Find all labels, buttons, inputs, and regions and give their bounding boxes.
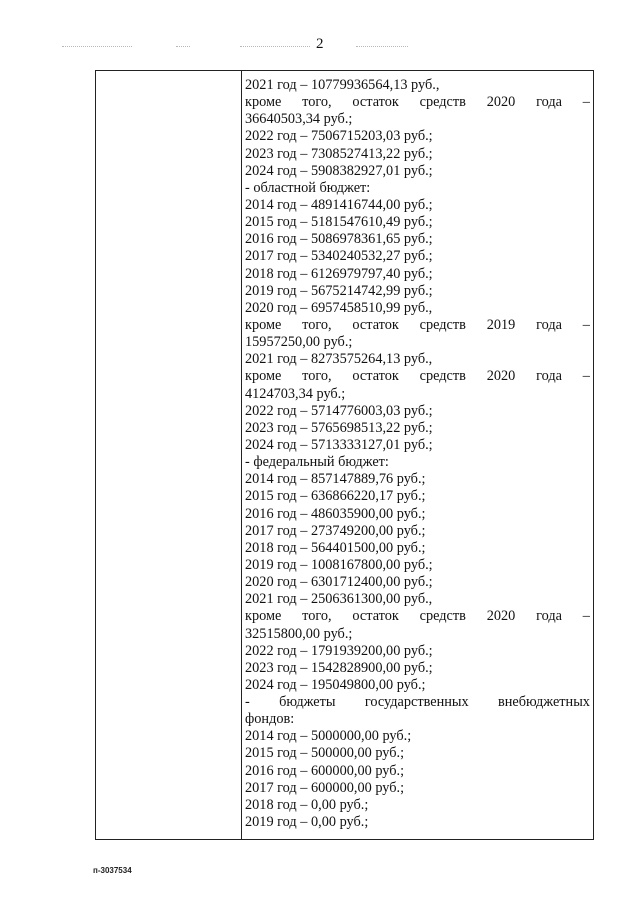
text-word: средств [419, 608, 466, 625]
text-word: средств [419, 368, 466, 385]
text-line: 2015 год – 636866220,17 руб.; [245, 488, 426, 505]
text-word: 2019 [486, 316, 516, 333]
text-line: 2014 год – 5000000,00 руб.; [245, 728, 412, 745]
text-line: 2017 год – 5340240532,27 руб.; [245, 248, 433, 265]
text-word: средств [419, 94, 466, 111]
text-line: 36640503,34 руб.; [245, 111, 353, 128]
text-word: того, [302, 316, 332, 333]
text-word: того, [302, 608, 332, 625]
text-line: 2017 год – 273749200,00 руб.; [245, 522, 426, 539]
text-line: 2019 год – 1008167800,00 руб.; [245, 556, 433, 573]
text-word: - [245, 694, 250, 711]
text-line: 2021 год – 2506361300,00 руб., [245, 591, 433, 608]
text-word: года [536, 316, 562, 333]
text-line: 2018 год – 0,00 руб.; [245, 796, 369, 813]
scan-artifact-left [62, 46, 132, 48]
text-word: кроме [245, 94, 282, 111]
text-word: средств [419, 316, 466, 333]
text-word: – [582, 368, 590, 385]
text-line: 32515800,00 руб.; [245, 625, 353, 642]
text-line: 2021 год – 10779936564,13 руб., [245, 77, 440, 93]
text-word: кроме [245, 608, 282, 625]
text-word: года [536, 368, 562, 385]
text-line: 2014 год – 857147889,76 руб.; [245, 471, 426, 488]
scan-artifact-right [356, 46, 408, 48]
text-word: внебюджетных [498, 694, 590, 711]
text-line: 2023 год – 7308527413,22 руб.; [245, 145, 433, 162]
text-line: 2024 год – 195049800,00 руб.; [245, 676, 426, 693]
text-word: года [536, 94, 562, 111]
text-line: 2023 год – 1542828900,00 руб.; [245, 659, 433, 676]
text-line: - федеральный бюджет: [245, 454, 389, 471]
text-line: 2021 год – 8273575264,13 руб., [245, 351, 433, 368]
scan-artifact-center [240, 46, 310, 48]
text-word: – [582, 316, 590, 333]
scan-artifact-mid [176, 46, 190, 48]
text-line: 2019 год – 0,00 руб.; [245, 814, 369, 831]
text-word: остаток [352, 368, 399, 385]
text-word: государственных [364, 694, 469, 711]
text-line [245, 368, 590, 385]
text-word: того, [302, 368, 332, 385]
text-word: 2020 [486, 94, 516, 111]
text-word: – [582, 608, 590, 625]
text-line: 2018 год – 6126979797,40 руб.; [245, 265, 433, 282]
text-line: 2015 год – 5181547610,49 руб.; [245, 214, 433, 231]
text-line: фондов: [245, 711, 295, 728]
text-word: остаток [352, 608, 399, 625]
text-line: 2024 год – 5713333127,01 руб.; [245, 436, 433, 453]
text-line: 2020 год – 6957458510,99 руб., [245, 299, 433, 316]
text-line: 2019 год – 5675214742,99 руб.; [245, 282, 433, 299]
text-line: 2024 год – 5908382927,01 руб.; [245, 162, 433, 179]
text-word: – [582, 94, 590, 111]
text-line: 2016 год – 600000,00 руб.; [245, 762, 405, 779]
document-code: п-3037534 [93, 866, 132, 875]
text-line: 2023 год – 5765698513,22 руб.; [245, 419, 433, 436]
text-line: 15957250,00 руб.; [245, 334, 353, 351]
text-word: 2020 [486, 608, 516, 625]
text-line [245, 608, 590, 625]
document-table [95, 70, 594, 840]
text-line: 2018 год – 564401500,00 руб.; [245, 539, 426, 556]
text-line: 2022 год – 5714776003,03 руб.; [245, 402, 433, 419]
text-word: 2020 [486, 368, 516, 385]
text-line: 2014 год – 4891416744,00 руб.; [245, 196, 433, 213]
text-line: 2017 год – 600000,00 руб.; [245, 779, 405, 796]
funding-text-column [245, 77, 590, 831]
text-word: года [536, 608, 562, 625]
text-word: бюджеты [279, 694, 336, 711]
text-word: того, [302, 94, 332, 111]
text-line [245, 94, 590, 111]
page-number: 2 [316, 36, 324, 52]
table-left-column [96, 71, 242, 839]
text-word: остаток [352, 316, 399, 333]
text-line [245, 317, 590, 334]
text-word: кроме [245, 368, 282, 385]
text-line: 2020 год – 6301712400,00 руб.; [245, 574, 433, 591]
text-line [245, 694, 590, 711]
text-line: 2015 год – 500000,00 руб.; [245, 745, 405, 762]
text-line: 2016 год – 5086978361,65 руб.; [245, 231, 433, 248]
text-line: 2022 год – 1791939200,00 руб.; [245, 642, 433, 659]
text-line: - областной бюджет: [245, 179, 371, 196]
text-word: кроме [245, 316, 282, 333]
text-line: 2022 год – 7506715203,03 руб.; [245, 128, 433, 145]
text-line: 2016 год – 486035900,00 руб.; [245, 505, 426, 522]
text-word: остаток [352, 94, 399, 111]
text-line: 4124703,34 руб.; [245, 385, 346, 402]
